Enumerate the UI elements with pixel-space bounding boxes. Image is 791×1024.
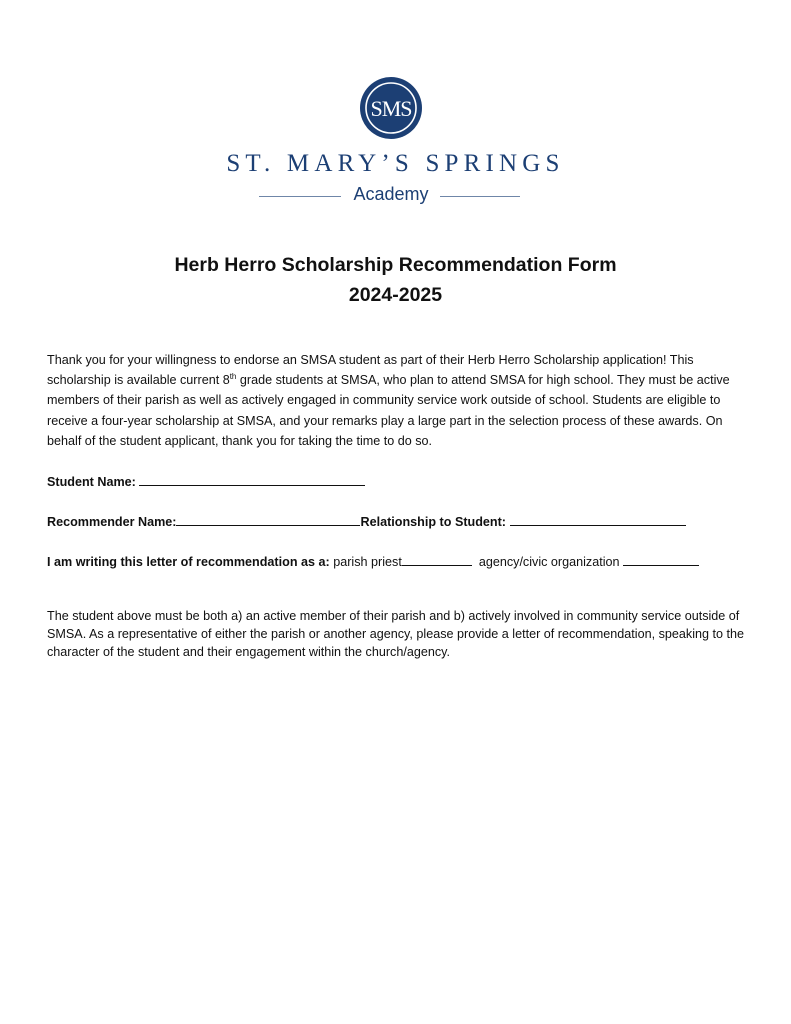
- relationship-field[interactable]: [510, 513, 686, 526]
- school-name: ST. MARY’S SPRINGS: [226, 150, 565, 177]
- form-year: 2024-2025: [348, 284, 443, 306]
- form-title: Herb Herro Scholarship Recommendation Form: [174, 254, 617, 276]
- student-name-field[interactable]: [139, 473, 365, 486]
- student-name-row: [47, 473, 365, 489]
- student-name-label: Student Name:: [47, 475, 136, 489]
- relationship-label: Relationship to Student:: [360, 515, 507, 529]
- instructions-paragraph: The student above must be both a) an active member of their parish and b) actively involved in community service outside of SMSA. As a representative of either the parish or another agency, please provide a letter of recommendation, speaking to the character of the student and their engagement within the church/agency.: [47, 609, 745, 659]
- recommender-name-field[interactable]: [176, 513, 360, 526]
- divider-right: [440, 196, 520, 197]
- option-priest-label: parish priest: [333, 555, 402, 569]
- recommender-row: [47, 513, 686, 529]
- academy-row: [0, 184, 791, 208]
- divider-left: [259, 196, 341, 197]
- intro-paragraph: [47, 350, 747, 451]
- seal-monogram: SMS: [370, 96, 412, 121]
- intro-superscript: th: [229, 372, 237, 382]
- option-agency-label: agency/civic organization: [478, 555, 620, 569]
- intro-text-1: Thank you for your willingness to endorse an SMSA student as part of their Herb Herro Scholarship application! This scholarship is available current 8: [47, 353, 694, 388]
- academy-label: Academy: [353, 184, 429, 204]
- recommender-name-label: Recommender Name:: [47, 515, 177, 529]
- option-priest-field[interactable]: [402, 553, 472, 566]
- writing-as-label: I am writing this letter of recommendation as a:: [47, 555, 330, 569]
- option-agency-field[interactable]: [623, 553, 699, 566]
- writing-as-row: [47, 553, 699, 569]
- sms-seal-icon: [359, 76, 423, 140]
- school-logo: [0, 72, 791, 212]
- intro-text-2: grade students at SMSA, who plan to attend SMSA for high school. They must be active members of their parish as well as actively engaged in community service work outside of school. Students are eligible to receive a four-year scholarship at SMSA, and your remarks play a large part in the selection process of these awards. On behalf of the student applicant, thank you for taking the time to do so.: [47, 373, 730, 448]
